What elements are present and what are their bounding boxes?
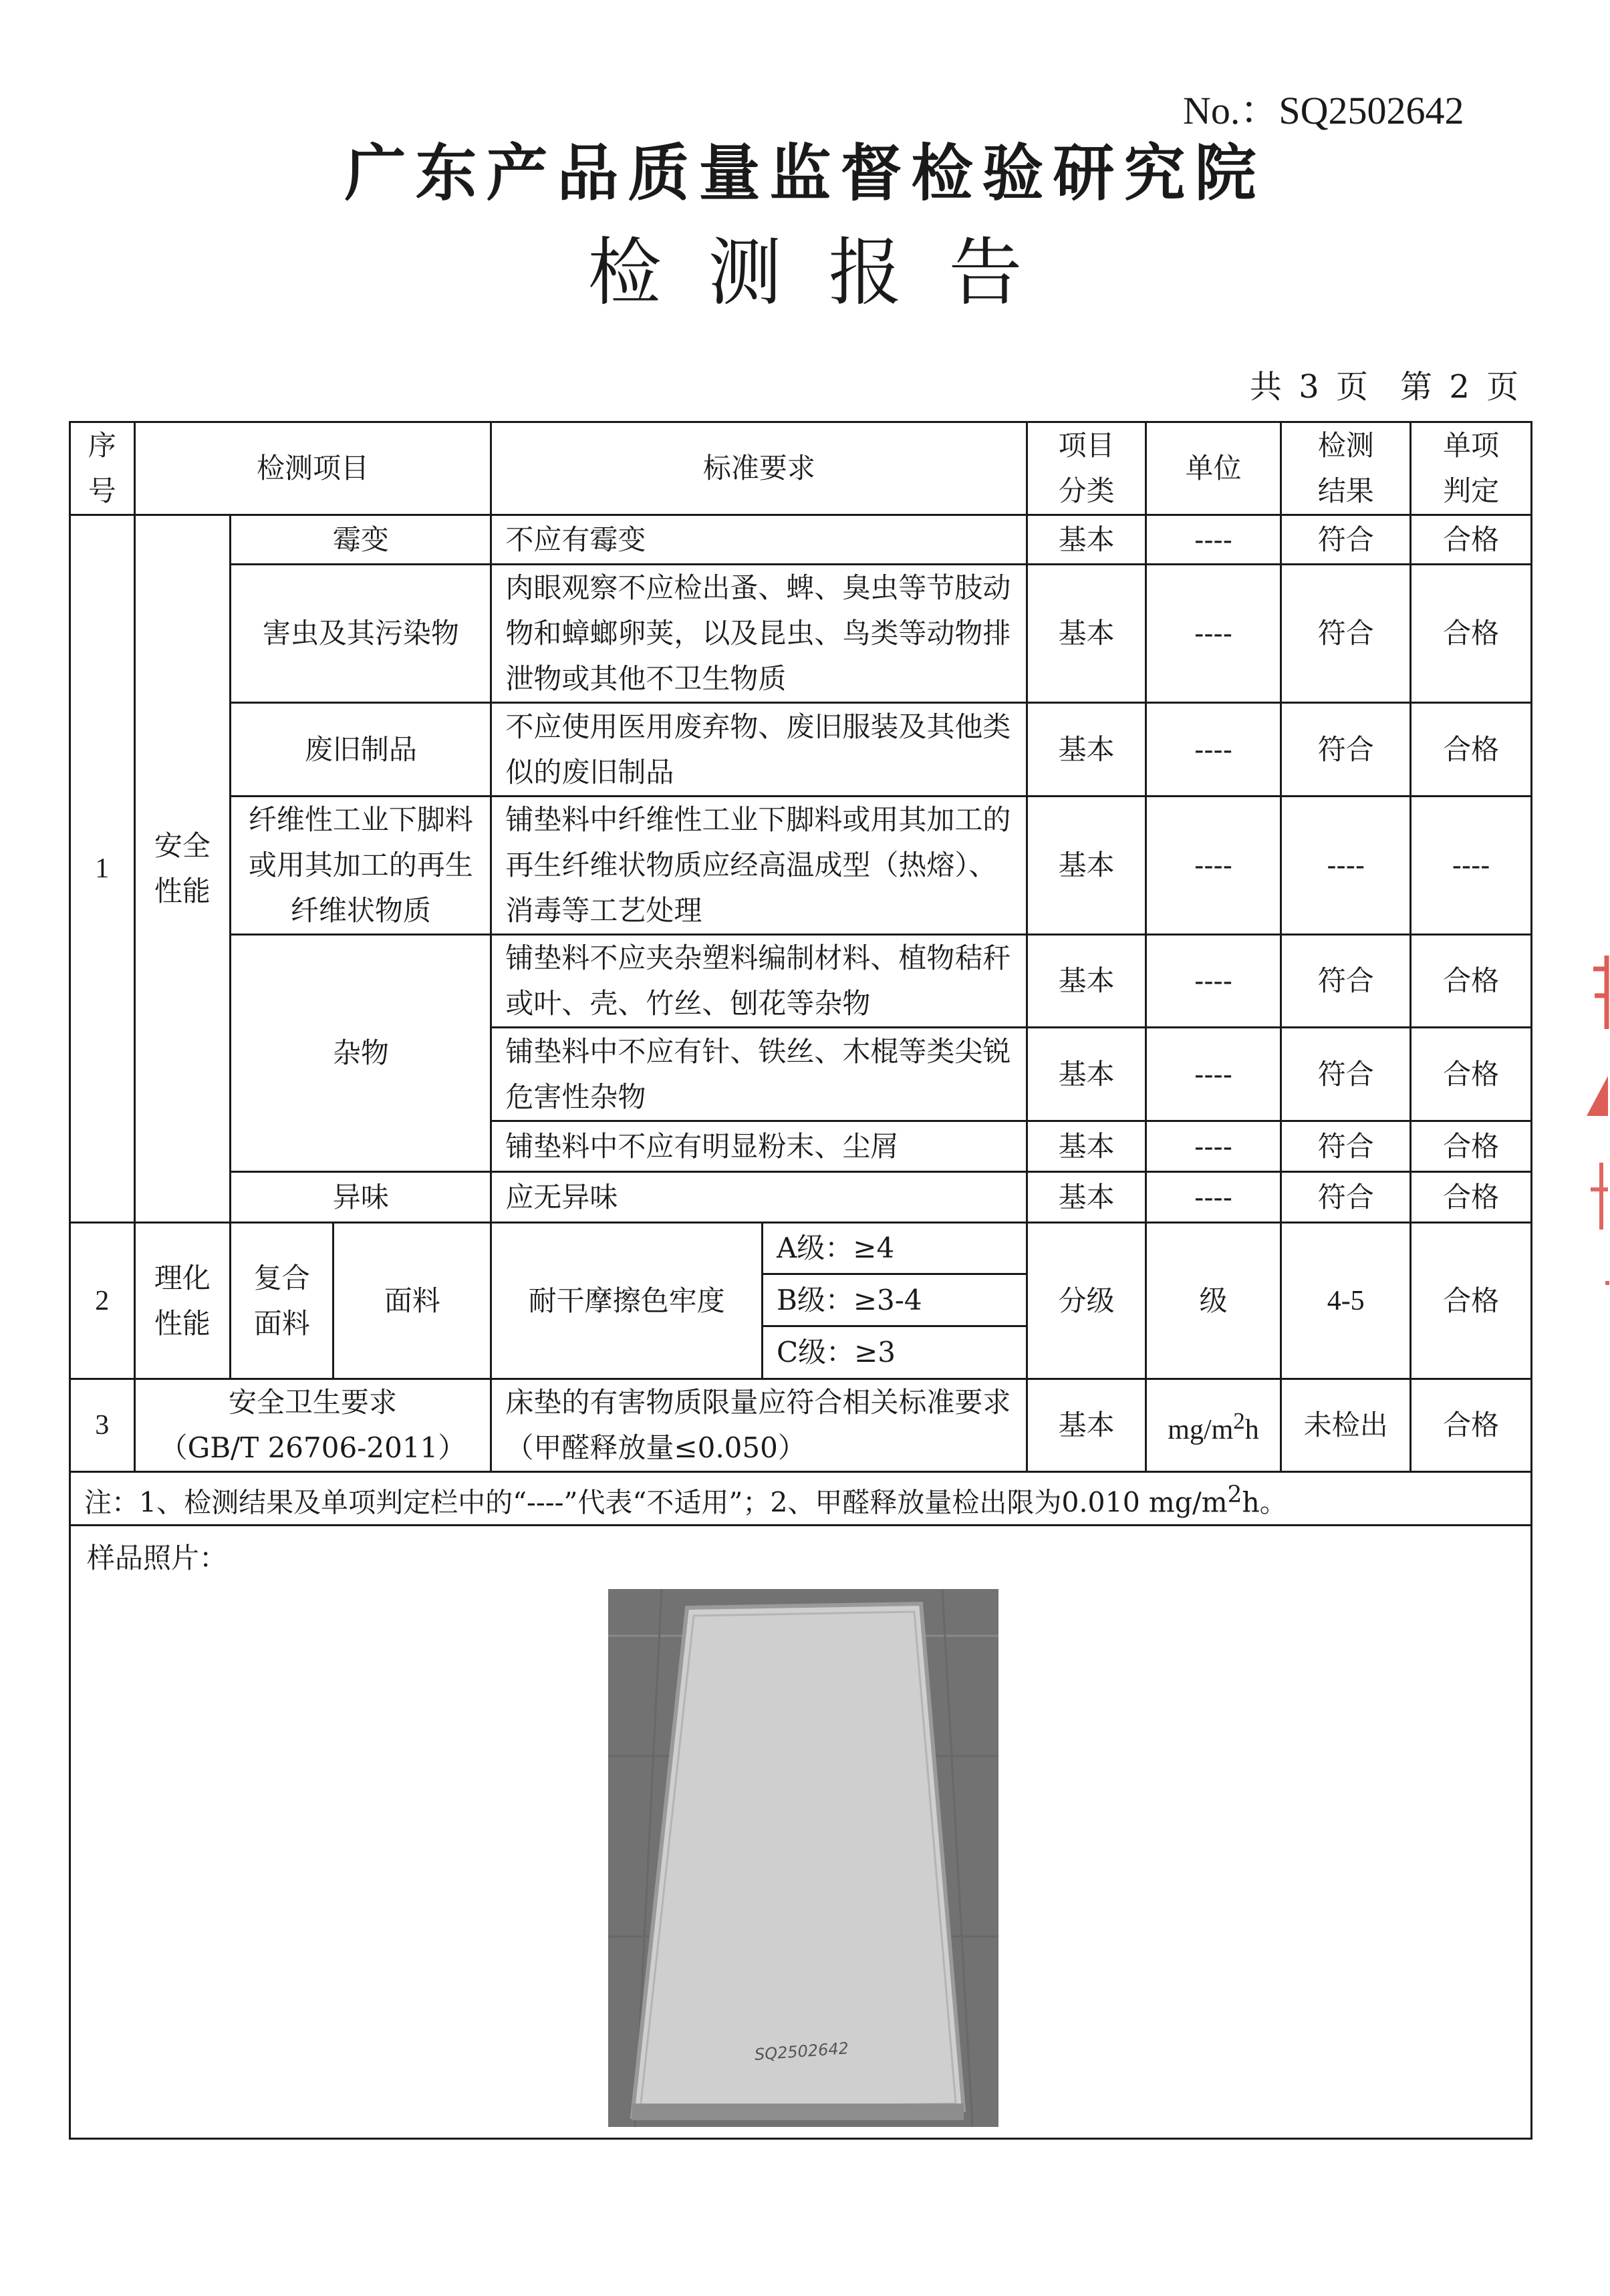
verdict-cell: 合格 — [1411, 935, 1532, 1028]
standard-cell — [491, 1379, 1027, 1472]
standard-cell: 不应使用医用废弃物、废旧服装及其他类似的废旧制品 — [491, 703, 1027, 797]
mattress-photo-image — [608, 1589, 998, 2127]
photo-row — [70, 1526, 1532, 2139]
standard-cell: 铺垫料不应夹杂塑料编制材料、植物秸秆或叶、壳、竹丝、刨花等杂物 — [491, 935, 1027, 1028]
document-title: 检测报告 — [587, 230, 1069, 315]
item-cell — [134, 1379, 491, 1472]
footnote — [70, 1472, 1532, 1526]
report-number: No.：SQ2502642 — [1183, 89, 1464, 132]
verdict-cell: ---- — [1411, 797, 1532, 935]
item-cell: 杂物 — [231, 935, 491, 1172]
item-cell: 废旧制品 — [231, 703, 491, 797]
item-cell: 霉变 — [231, 515, 491, 565]
standard-cell: 铺垫料中纤维性工业下脚料或用其加工的再生纤维状物质应经高温成型（热熔）、消毒等工艺处理 — [491, 797, 1027, 935]
sample-photo — [608, 1589, 998, 2127]
class-cell: 基本 — [1027, 565, 1146, 703]
header-category: 项目分类 — [1027, 422, 1146, 515]
photo-label: 样品照片： — [87, 1542, 228, 1574]
result-cell: 符合 — [1281, 935, 1411, 1028]
grade-a-cell: A级：≥4 — [762, 1223, 1027, 1274]
verdict-cell: 合格 — [1411, 1172, 1532, 1223]
table-row — [70, 1223, 1532, 1274]
table-row — [70, 515, 1532, 565]
standard-cell: 应无异味 — [491, 1172, 1027, 1223]
unit-cell: ---- — [1146, 1172, 1281, 1223]
standard-cell: 铺垫料中不应有明显粉末、尘屑 — [491, 1121, 1027, 1172]
class-cell: 基本 — [1027, 703, 1146, 797]
class-cell: 基本 — [1027, 1028, 1146, 1121]
class-cell: 基本 — [1027, 1121, 1146, 1172]
verdict-cell: 合格 — [1411, 1121, 1532, 1172]
category-cell: 理化性能 — [134, 1223, 231, 1379]
table-row — [70, 1172, 1532, 1223]
header-seq: 序号 — [70, 422, 135, 515]
seq-cell: 1 — [70, 515, 135, 1223]
result-cell: 符合 — [1281, 1172, 1411, 1223]
table-row — [70, 935, 1532, 1028]
footnote-text: 注：1、检测结果及单项判定栏中的“----”代表“不适用”；2、甲醛释放量检出限为0.010 mg/m — [84, 1486, 1228, 1519]
page-indicator: 共 3 页 第 2 页 — [1250, 368, 1519, 406]
institute-name: 广东产品质量监督检验研究院 — [344, 137, 1266, 209]
result-cell: 4-5 — [1281, 1223, 1411, 1379]
header-verdict: 单项判定 — [1411, 422, 1532, 515]
item-title: 安全卫生要求 — [228, 1386, 397, 1419]
table-row — [70, 1379, 1532, 1472]
photo-handwriting: SQ2502642 — [754, 2039, 849, 2064]
item-cell: 异味 — [231, 1172, 491, 1223]
result-cell: 未检出 — [1281, 1379, 1411, 1472]
class-cell: 分级 — [1027, 1223, 1146, 1379]
result-cell: 符合 — [1281, 1028, 1411, 1121]
unit-cell: 级 — [1146, 1223, 1281, 1379]
table-row — [70, 703, 1532, 797]
inspection-table — [69, 421, 1532, 2140]
sub-category-cell: 复合面料 — [231, 1223, 333, 1379]
header-result: 检测结果 — [1281, 422, 1411, 515]
unit-cell: ---- — [1146, 1028, 1281, 1121]
item-standard-code: （GB/T 26706-2011） — [159, 1431, 466, 1464]
table-row — [70, 565, 1532, 703]
standard-limit: （甲醛释放量≤0.050） — [505, 1431, 806, 1464]
unit-base: mg/m — [1168, 1414, 1234, 1445]
result-cell: 符合 — [1281, 565, 1411, 703]
header-unit: 单位 — [1146, 422, 1281, 515]
class-cell: 基本 — [1027, 1172, 1146, 1223]
verdict-cell: 合格 — [1411, 565, 1532, 703]
unit-cell: ---- — [1146, 797, 1281, 935]
unit-cell: ---- — [1146, 515, 1281, 565]
note-row — [70, 1472, 1532, 1526]
unit-tail: h — [1244, 1414, 1259, 1445]
standard-cell: 不应有霉变 — [491, 515, 1027, 565]
header-item: 检测项目 — [134, 422, 491, 515]
grade-b-cell: B级：≥3-4 — [762, 1274, 1027, 1326]
result-cell: ---- — [1281, 797, 1411, 935]
verdict-cell: 合格 — [1411, 1223, 1532, 1379]
verdict-cell: 合格 — [1411, 515, 1532, 565]
sample-photo-cell — [70, 1526, 1532, 2139]
verdict-cell: 合格 — [1411, 1379, 1532, 1472]
item-cell: 害虫及其污染物 — [231, 565, 491, 703]
standard-cell: 肉眼观察不应检出蚤、蜱、臭虫等节肢动物和蟑螂卵荚，以及昆虫、鸟类等动物排泄物或其他不卫生物质 — [491, 565, 1027, 703]
unit-cell: ---- — [1146, 703, 1281, 797]
footnote-exponent: 2 — [1227, 1481, 1242, 1508]
class-cell: 基本 — [1027, 797, 1146, 935]
verdict-cell: 合格 — [1411, 703, 1532, 797]
result-cell: 符合 — [1281, 515, 1411, 565]
seq-cell: 2 — [70, 1223, 135, 1379]
result-cell: 符合 — [1281, 1121, 1411, 1172]
red-stamp-fragment — [1581, 949, 1610, 1296]
header-standard: 标准要求 — [491, 422, 1027, 515]
unit-exponent: 2 — [1233, 1407, 1245, 1434]
standard-text: 床垫的有害物质限量应符合相关标准要求 — [505, 1386, 1011, 1419]
unit-cell — [1146, 1379, 1281, 1472]
class-cell: 基本 — [1027, 515, 1146, 565]
verdict-cell: 合格 — [1411, 1028, 1532, 1121]
unit-cell: ---- — [1146, 935, 1281, 1028]
table-header-row — [70, 422, 1532, 515]
unit-cell: ---- — [1146, 565, 1281, 703]
table-row — [70, 797, 1532, 935]
grade-c-cell: C级：≥3 — [762, 1326, 1027, 1379]
unit-cell: ---- — [1146, 1121, 1281, 1172]
class-cell: 基本 — [1027, 1379, 1146, 1472]
item-cell: 耐干摩擦色牢度 — [491, 1223, 763, 1379]
seq-cell: 3 — [70, 1379, 135, 1472]
footnote-tail: h。 — [1242, 1486, 1287, 1519]
part-cell: 面料 — [333, 1223, 491, 1379]
category-cell: 安全性能 — [134, 515, 231, 1223]
class-cell: 基本 — [1027, 935, 1146, 1028]
result-cell: 符合 — [1281, 703, 1411, 797]
item-cell: 纤维性工业下脚料或用其加工的再生纤维状物质 — [231, 797, 491, 935]
standard-cell: 铺垫料中不应有针、铁丝、木棍等类尖锐危害性杂物 — [491, 1028, 1027, 1121]
